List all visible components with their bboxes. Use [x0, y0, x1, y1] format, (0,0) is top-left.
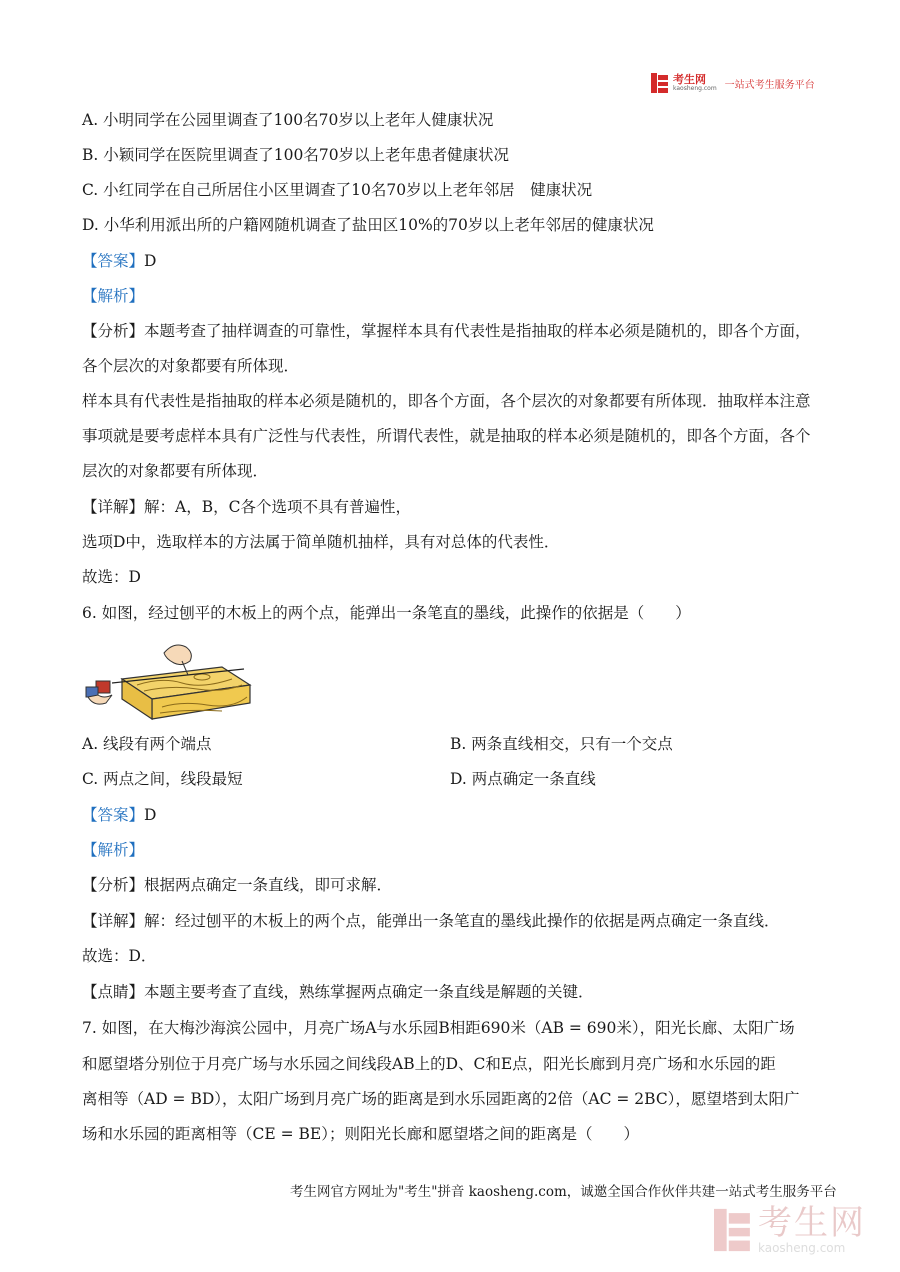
answer-value: D	[144, 252, 157, 270]
q7-line-3: 离相等（AD = BD），太阳广场到月亮广场的距离是到水乐园距离的2倍（AC = 2BC），愿望塔到太阳广	[82, 1090, 800, 1108]
q5-detail-2: 选项D中，选取样本的方法属于简单随机抽样，具有对总体的代表性．	[82, 533, 560, 551]
q6-choice: 故选：D．	[82, 947, 157, 965]
page-footer: 考生网官方网址为"考生"拼音 kaosheng.com，诚邀全国合作伙伴共建一站式考生服务平台	[290, 1184, 837, 1200]
logo-slogan: 一站式考生服务平台	[724, 79, 815, 91]
detail-tag: 【详解】	[82, 912, 145, 930]
analysis-tag: 【解析】	[82, 841, 145, 859]
q5-option-a: A. 小明同学在公园里调查了100名70岁以上老年人健康状况	[82, 111, 494, 129]
q5-para-2: 事项就是要考虑样本具有广泛性与代表性，所谓代表性，就是抽取的样本必须是随机的，即各个方面，各个	[82, 427, 811, 445]
q5-choice: 故选：D	[82, 568, 141, 586]
kaosheng-logo-icon	[651, 73, 669, 93]
q5-option-c: C. 小红同学在自己所居住小区里调查了10名70岁以上老年邻居 健康状况	[82, 181, 593, 199]
fenxi-tag: 【分析】	[82, 876, 145, 894]
q6-answer	[82, 805, 156, 825]
detail-text: 解：A，B，C各个选项不具有普遍性，	[144, 498, 411, 516]
answer-tag: 【答案】	[82, 252, 145, 270]
q6-option-b: B. 两条直线相交，只有一个交点	[450, 735, 673, 753]
answer-tag: 【答案】	[82, 806, 145, 824]
fenxi-text: 本题考查了抽样调查的可靠性，掌握样本具有代表性是指抽取的样本必须是随机的，即各个方面，	[144, 322, 811, 340]
watermark-name: 考生网	[758, 1203, 866, 1243]
q5-detail	[82, 497, 411, 517]
fenxi-tag: 【分析】	[82, 322, 145, 340]
answer-value: D	[144, 806, 157, 824]
q6-stem: 6. 如图，经过刨平的木板上的两个点，能弹出一条笔直的墨线，此操作的依据是（ ）	[82, 604, 691, 622]
q5-option-b: B. 小颖同学在医院里调查了100名70岁以上老年患者健康状况	[82, 146, 510, 164]
q5-fenxi	[82, 321, 811, 341]
q6-comment	[82, 982, 594, 1002]
brand-logo	[651, 72, 815, 94]
q5-analysis-heading	[82, 286, 144, 306]
q5-fenxi-2: 各个层次的对象都要有所体现．	[82, 357, 300, 375]
q5-option-d: D. 小华利用派出所的户籍网随机调查了盐田区10%的70岁以上老年邻居的健康状况	[82, 216, 654, 234]
q7-line-4: 场和水乐园的距离相等（CE = BE）；则阳光长廊和愿望塔之间的距离是（ ）	[82, 1125, 639, 1143]
fenxi-text: 根据两点确定一条直线，即可求解．	[144, 876, 393, 894]
q5-para-1: 样本具有代表性是指抽取的样本必须是随机的，即各个方面，各个层次的对象都要有所体现．抽取样本注意	[82, 392, 811, 410]
q6-detail	[82, 911, 780, 931]
q6-option-a: A. 线段有两个端点	[82, 735, 212, 753]
analysis-tag: 【解析】	[82, 287, 145, 305]
q6-figure-woodblock	[82, 637, 254, 723]
watermark-logo-icon	[714, 1208, 752, 1252]
q6-analysis-heading	[82, 840, 144, 860]
q6-option-d: D. 两点确定一条直线	[450, 770, 596, 788]
watermark	[714, 1203, 866, 1255]
q5-para-3: 层次的对象都要有所体现．	[82, 462, 269, 480]
detail-tag: 【详解】	[82, 498, 145, 516]
q6-fenxi	[82, 875, 392, 895]
comment-tag: 【点睛】	[82, 983, 145, 1001]
logo-name: 考生网	[673, 73, 706, 86]
logo-url: kaosheng.com	[673, 85, 717, 92]
q7-line-1: 7. 如图，在大梅沙海滨公园中，月亮广场A与水乐园B相距690米（AB = 690米），阳光长廊、太阳广场	[82, 1019, 795, 1037]
detail-text: 解：经过刨平的木板上的两个点，能弹出一条笔直的墨线此操作的依据是两点确定一条直线．	[144, 912, 780, 930]
comment-text: 本题主要考查了直线，熟练掌握两点确定一条直线是解题的关键．	[144, 983, 594, 1001]
q7-line-2: 和愿望塔分别位于月亮广场与水乐园之间线段AB上的D、C和E点，阳光长廊到月亮广场和水乐园的距	[82, 1055, 776, 1073]
q5-answer	[82, 251, 156, 271]
q6-option-c: C. 两点之间，线段最短	[82, 770, 243, 788]
watermark-url: kaosheng.com	[758, 1241, 846, 1255]
